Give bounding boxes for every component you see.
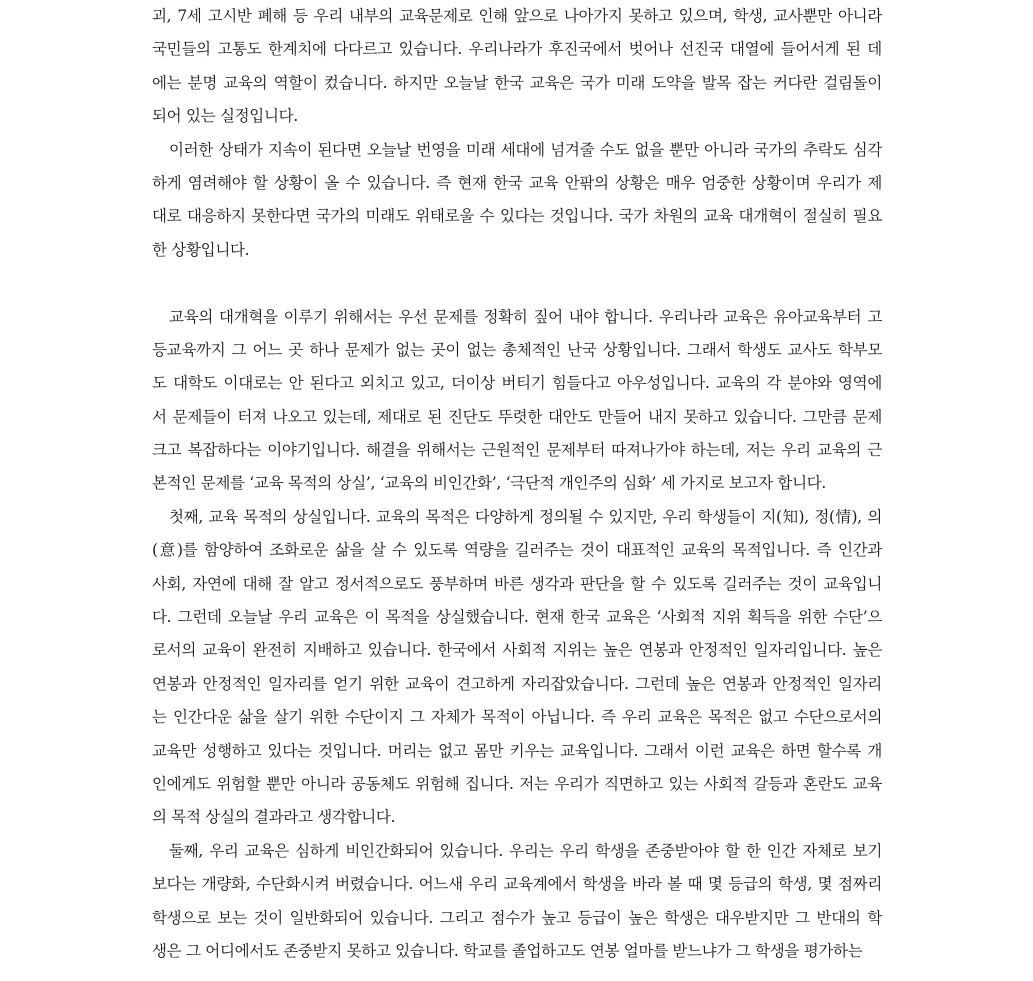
text-line: 학생으로 보는 것이 일반화되어 있습니다. 그리고 점수가 높고 등급이 높은 학생은 대우받지만 그 반대의 학 [152, 908, 882, 927]
paragraph [152, 501, 882, 835]
text-line: 되어 있는 실정입니다. [152, 107, 298, 126]
paragraph [152, 301, 882, 501]
text-line: 크고 복잡하다는 이야기입니다. 해결을 위해서는 근원적인 문제부터 따져나가야 하는데, 저는 우리 교육의 근 [152, 441, 882, 460]
text-line: 보다는 개량화, 수단화시켜 버렸습니다. 어느새 우리 교육계에서 학생을 바라 볼 때 몇 등급의 학생, 몇 점짜리 [152, 875, 882, 894]
text-line: 교육의 대개혁을 이루기 위해서는 우선 문제를 정확히 짚어 내야 합니다. 우리나라 교육은 유아교육부터 고 [169, 307, 882, 326]
text-line: 한 상황입니다. [152, 240, 250, 259]
paragraph-spacer [152, 267, 882, 300]
text-line: 는 인간다운 삶을 살기 위한 수단이지 그 자체가 목적이 아닙니다. 즉 우리 교육은 목적은 없고 수단으로서의 [152, 708, 882, 727]
text-line: 둘째, 우리 교육은 심하게 비인간화되어 있습니다. 우리는 우리 학생을 존중받아야 할 한 인간 자체로 보기 [169, 841, 882, 860]
paragraph [152, 835, 882, 969]
text-line: 본적인 문제를 ‘교육 목적의 상실’, ‘교육의 비인간화’, ‘극단적 개인주의 심화’ 세 가지로 보고자 합니다. [152, 474, 827, 493]
paragraph [152, 134, 882, 268]
text-line: 이러한 상태가 지속이 된다면 오늘날 번영을 미래 세대에 넘겨줄 수도 없을 뿐만 아니라 국가의 추락도 심각 [169, 140, 882, 159]
text-line: 로서의 교육이 완전히 지배하고 있습니다. 한국에서 사회적 지위는 높은 연봉과 안정적인 일자리입니다. 높은 [152, 641, 882, 660]
text-line: (意)를 함양하여 조화로운 삶을 살 수 있도록 역량을 길러주는 것이 대표적인 교육의 목적입니다. 즉 인간과 [152, 541, 882, 560]
text-line: 도 대학도 이대로는 안 된다고 외치고 있고, 더이상 버티기 힘들다고 아우성입니다. 교육의 각 분야와 영역에 [152, 374, 882, 393]
text-line: 교육만 성행하고 있다는 것입니다. 머리는 없고 몸만 키우는 교육입니다. 그래서 이런 교육은 하면 할수록 개 [152, 741, 882, 760]
text-line: 하게 염려해야 할 상황이 올 수 있습니다. 즉 현재 한국 교육 안팎의 상황은 매우 엄중한 상황이며 우리가 제 [152, 173, 882, 192]
text-line: 생은 그 어디에서도 존중받지 못하고 있습니다. 학교를 졸업하고도 연봉 얼마를 받느냐가 그 학생을 평가하는 [152, 941, 863, 960]
text-line: 괴, 7세 고시반 폐해 등 우리 내부의 교육문제로 인해 앞으로 나아가지 못하고 있으며, 학생, 교사뿐만 아니라 [152, 7, 882, 25]
text-line: 의 목적 상실의 결과라고 생각합니다. [152, 808, 396, 827]
text-line: 첫째, 교육 목적의 상실입니다. 교육의 목적은 다양하게 정의될 수 있지만, 우리 학생들이 지(知), 정(情), 의 [169, 507, 882, 526]
text-line: 대로 대응하지 못한다면 국가의 미래도 위태로울 수 있다는 것입니다. 국가 차원의 교육 대개혁이 절실히 필요 [152, 207, 882, 226]
text-line: 다. 그런데 오늘날 우리 교육은 이 목적을 상실했습니다. 현재 한국 교육은 ‘사회적 지위 획득을 위한 수단’으 [152, 608, 882, 627]
text-line: 등교육까지 그 어느 곳 하나 문제가 없는 곳이 없는 총체적인 난국 상황입니다. 그래서 학생도 교사도 학부모 [152, 340, 882, 359]
text-line: 인에게도 위험할 뿐만 아니라 공동체도 위험해 집니다. 저는 우리가 직면하고 있는 사회적 갈등과 혼란도 교육 [152, 774, 882, 793]
text-line: 서 문제들이 터져 나오고 있는데, 제대로 된 진단도 뚜렷한 대안도 만들어 내지 못하고 있습니다. 그만큼 문제 [152, 407, 882, 426]
text-line: 에는 분명 교육의 역할이 컸습니다. 하지만 오늘날 한국 교육은 국가 미래 도약을 발목 잡는 커다란 걸림돌이 [152, 73, 882, 92]
paragraph [152, 0, 882, 134]
document-page [152, 0, 882, 968]
text-line: 국민들의 고통도 한계치에 다다르고 있습니다. 우리나라가 후진국에서 벗어나 선진국 대열에 들어서게 된 데 [152, 40, 882, 59]
text-line: 사회, 자연에 대해 잘 알고 정서적으로도 풍부하며 바른 생각과 판단을 할 수 있도록 길러주는 것이 교육입니 [152, 574, 882, 593]
text-line: 연봉과 안정적인 일자리를 얻기 위한 교육이 견고하게 자리잡았습니다. 그런데 높은 연봉과 안정적인 일자리 [152, 674, 882, 693]
